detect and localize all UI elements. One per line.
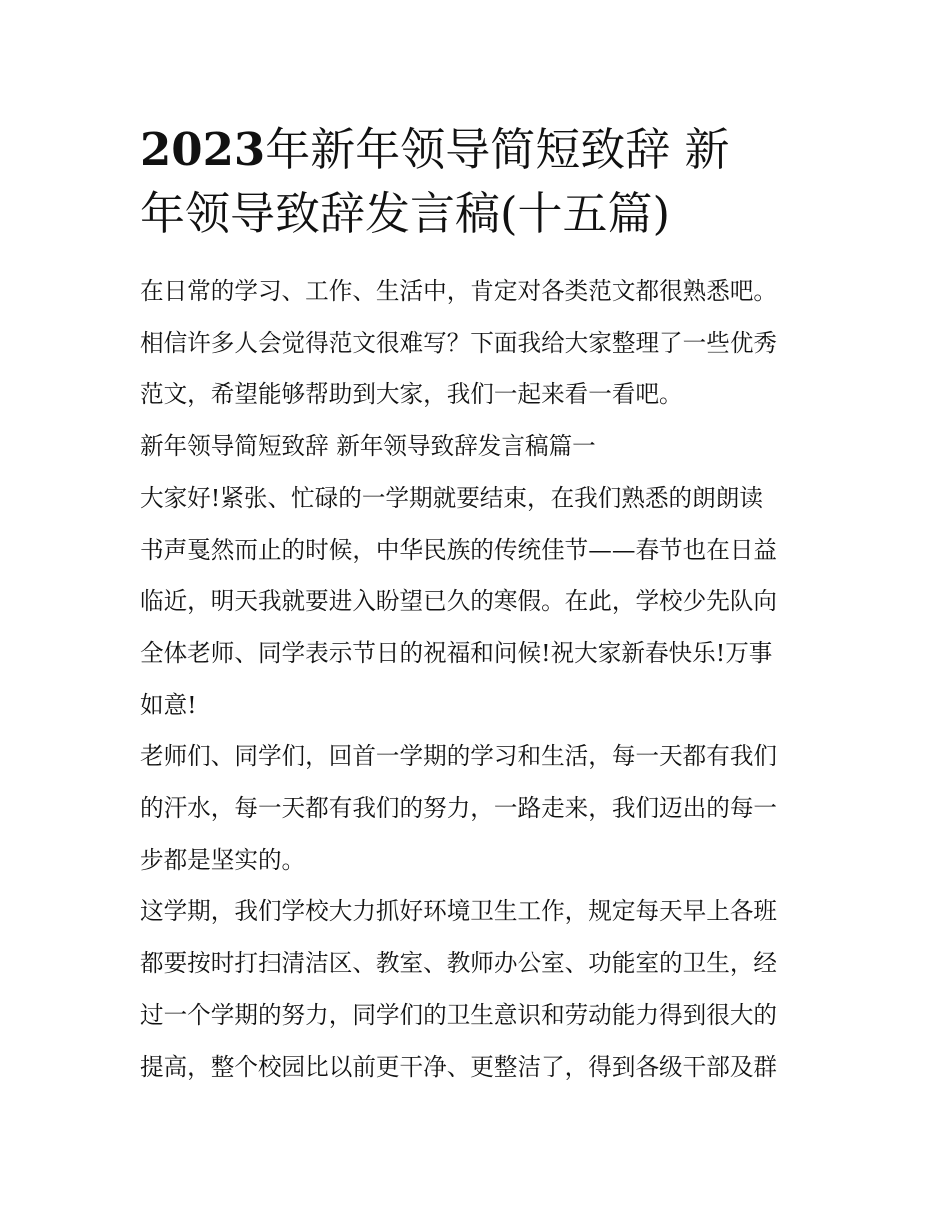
document-title <box>140 118 812 246</box>
title-line-2: 年领导致辞发言稿(十五篇) <box>140 187 671 240</box>
body-line: 这学期，我们学校大力抓好环境卫生工作，规定每天早上各班 <box>140 897 778 926</box>
title-line-1-text: 年新年领导简短致辞 新 <box>265 123 730 176</box>
title-line-1 <box>140 118 812 182</box>
body-line: 过一个学期的努力，同学们的卫生意识和劳动能力得到很大的 <box>140 1000 778 1029</box>
body-line: 临近，明天我就要进入盼望已久的寒假。在此，学校少先队向 <box>140 587 778 616</box>
body-line: 大家好!紧张、忙碌的一学期就要结束，在我们熟悉的朗朗读 <box>140 483 763 512</box>
document-body <box>140 266 812 1093</box>
body-line: 相信许多人会觉得范文很难写？下面我给大家整理了一些优秀 <box>140 328 778 357</box>
body-line: 提高，整个校园比以前更干净、更整洁了，得到各级干部及群 <box>140 1052 778 1081</box>
body-line: 都要按时打扫清洁区、教室、教师办公室、功能室的卫生，经 <box>140 949 778 978</box>
document-page <box>140 118 812 1093</box>
body-line: 步都是坚实的。 <box>140 845 306 874</box>
body-line: 的汗水，每一天都有我们的努力，一路走来，我们迈出的每一 <box>140 794 778 823</box>
body-line: 老师们、同学们，回首一学期的学习和生活，每一天都有我们 <box>140 742 778 771</box>
section-heading: 新年领导简短致辞 新年领导致辞发言稿篇一 <box>140 432 596 461</box>
body-line: 范文，希望能够帮助到大家，我们一起来看一看吧。 <box>140 380 683 409</box>
body-line: 在日常的学习、工作、生活中，肯定对各类范文都很熟悉吧。 <box>140 277 778 305</box>
body-line: 如意! <box>140 690 197 719</box>
body-line: 书声戛然而止的时候，中华民族的传统佳节——春节也在日益 <box>140 535 778 564</box>
body-line: 全体老师、同学表示节日的祝福和问候!祝大家新春快乐!万事 <box>140 638 773 667</box>
title-year: 2023 <box>140 123 266 176</box>
